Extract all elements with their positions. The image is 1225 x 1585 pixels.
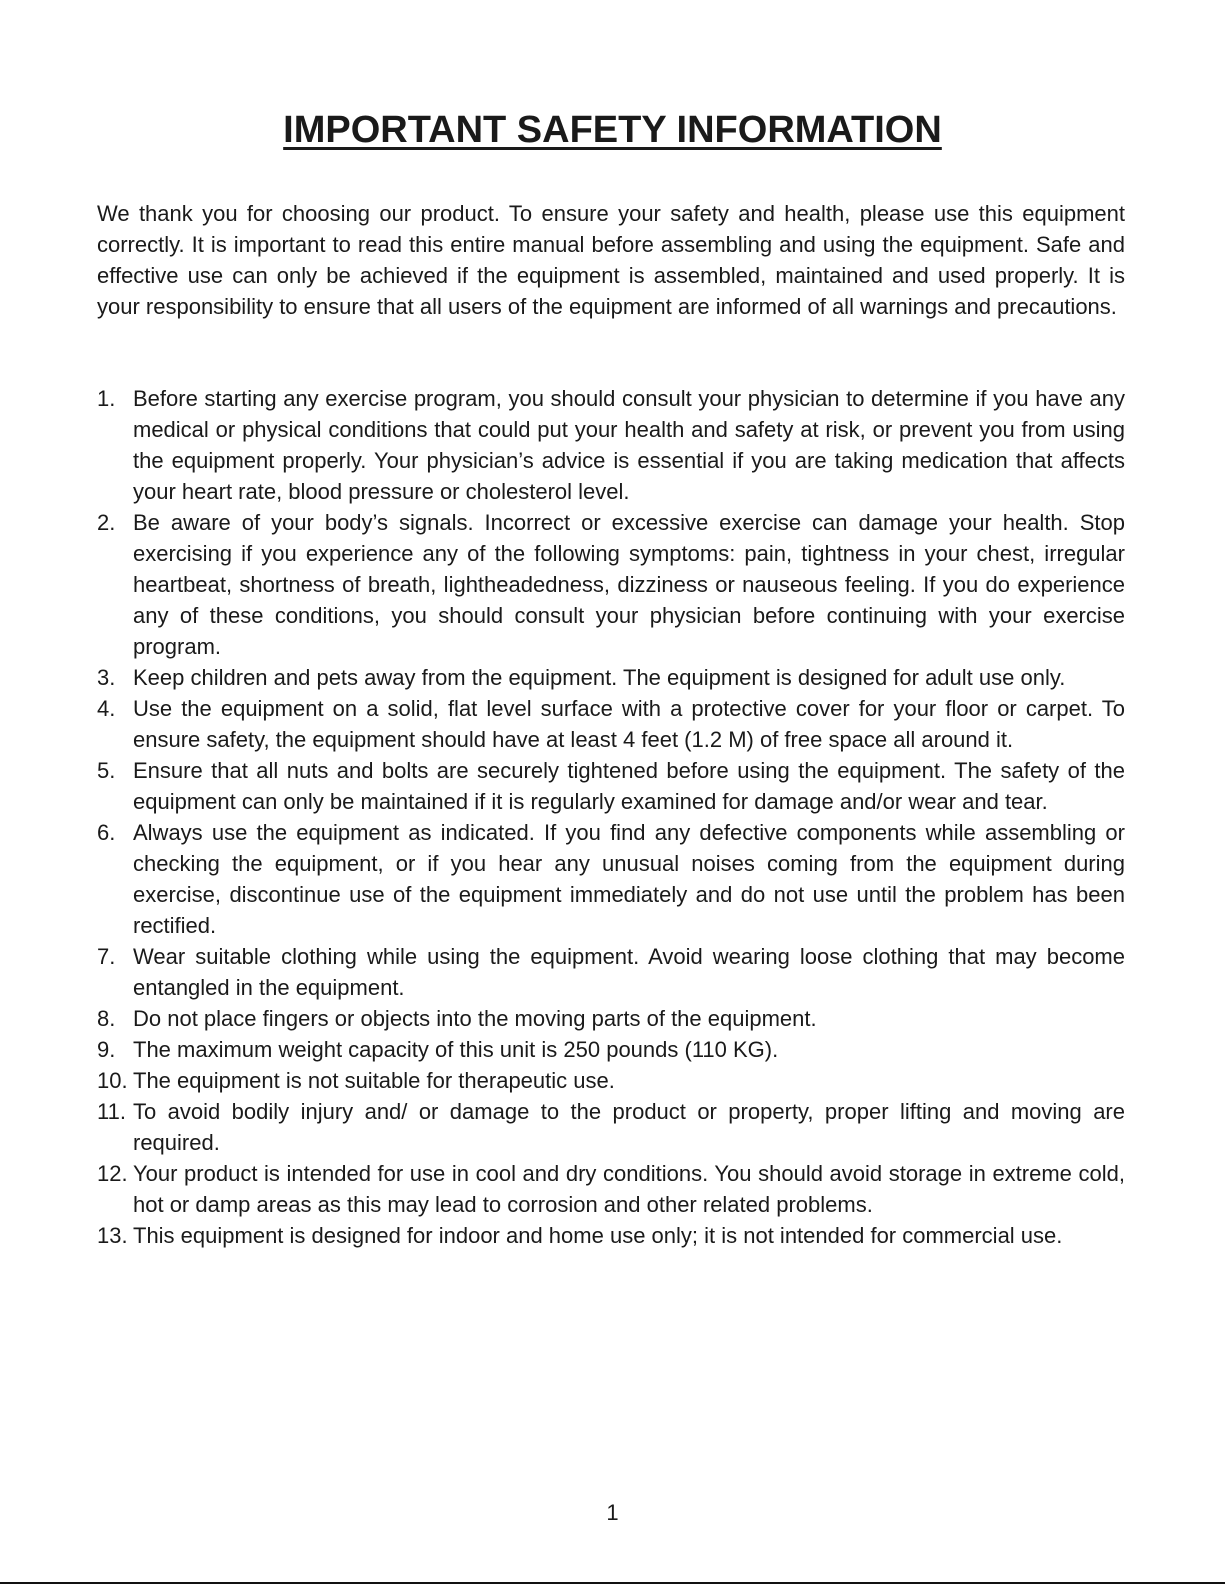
list-item xyxy=(97,1096,1125,1158)
list-item-number: 10. xyxy=(97,1068,128,1093)
list-item-text: Always use the equipment as indicated. If you find any defective components while assembling or checking the equipment, or if you hear any unusual noises coming from the equipment during exercise, discontinue use of the equipment immediately and do not use until the problem has been rectified. xyxy=(133,820,1125,938)
list-item xyxy=(97,1034,1125,1065)
list-item-number: 2. xyxy=(97,510,116,535)
list-item xyxy=(97,1065,1125,1096)
list-item xyxy=(97,1158,1125,1220)
page-title xyxy=(0,106,1225,154)
list-item xyxy=(97,1220,1125,1251)
list-item-text: Use the equipment on a solid, flat level surface with a protective cover for your floor or carpet. To ensure safety, the equipment should have at least 4 feet (1.2 M) of free space all around it. xyxy=(133,696,1125,752)
list-item xyxy=(97,383,1125,507)
list-item-number: 1. xyxy=(97,386,116,411)
bottom-divider xyxy=(0,1582,1225,1584)
list-item-number: 13. xyxy=(97,1223,128,1248)
safety-list xyxy=(97,383,1125,1251)
list-item-number: 5. xyxy=(97,758,116,783)
list-item-number: 12. xyxy=(97,1161,128,1186)
page-title-text: IMPORTANT SAFETY INFORMATION xyxy=(283,109,942,151)
list-item xyxy=(97,817,1125,941)
list-item-text: Be aware of your body’s signals. Incorrect or excessive exercise can damage your health. Stop exercising if you experience any of the following symptoms: pain, tightness in your chest, irregular heartbeat, shortness of breath, lightheadedness, dizziness or nauseous feeling. If you do experience any of these conditions, you should consult your physician before continuing with your exercise program. xyxy=(133,510,1125,659)
list-item xyxy=(97,693,1125,755)
list-item-text: Do not place fingers or objects into the moving parts of the equipment. xyxy=(133,1006,817,1031)
list-item-text: Before starting any exercise program, you should consult your physician to determine if you have any medical or physical conditions that could put your health and safety at risk, or prevent you from using the equipment properly. Your physician’s advice is essential if you are taking medication that affects your heart rate, blood pressure or cholesterol level. xyxy=(133,386,1125,504)
page-number: 1 xyxy=(606,1500,619,1525)
list-item-text: Your product is intended for use in cool and dry conditions. You should avoid storage in extreme cold, hot or damp areas as this may lead to corrosion and other related problems. xyxy=(133,1161,1125,1217)
list-item-number: 8. xyxy=(97,1006,116,1031)
list-item xyxy=(97,1003,1125,1034)
list-item xyxy=(97,755,1125,817)
list-item-text: The equipment is not suitable for therapeutic use. xyxy=(133,1068,615,1093)
intro-paragraph: We thank you for choosing our product. To ensure your safety and health, please use this equipment correctly. It is important to read this entire manual before assembling and using the equipment. Safe and effective use can only be achieved if the equipment is assembled, maintained and used properly. It is your responsibility to ensure that all users of the equipment are informed of all warnings and precautions. xyxy=(97,201,1125,319)
list-item-text: Ensure that all nuts and bolts are securely tightened before using the equipment. The safety of the equipment can only be maintained if it is regularly examined for damage and/or wear and tear. xyxy=(133,758,1125,814)
list-item-number: 9. xyxy=(97,1037,116,1062)
list-item-number: 3. xyxy=(97,665,116,690)
list-item-text: This equipment is designed for indoor and home use only; it is not intended for commercial use. xyxy=(133,1223,1063,1248)
list-item-number: 4. xyxy=(97,696,116,721)
list-item-text: Wear suitable clothing while using the equipment. Avoid wearing loose clothing that may become entangled in the equipment. xyxy=(133,944,1125,1000)
list-item xyxy=(97,662,1125,693)
list-item-number: 6. xyxy=(97,820,116,845)
list-item xyxy=(97,941,1125,1003)
list-item-number: 11. xyxy=(97,1099,126,1124)
list-item-text: Keep children and pets away from the equipment. The equipment is designed for adult use only. xyxy=(133,665,1066,690)
list-item-text: The maximum weight capacity of this unit is 250 pounds (110 KG). xyxy=(133,1037,779,1062)
list-item-number: 7. xyxy=(97,944,116,969)
list-item-text: To avoid bodily injury and/ or damage to the product or property, proper lifting and moving are required. xyxy=(133,1099,1125,1155)
list-item xyxy=(97,507,1125,662)
